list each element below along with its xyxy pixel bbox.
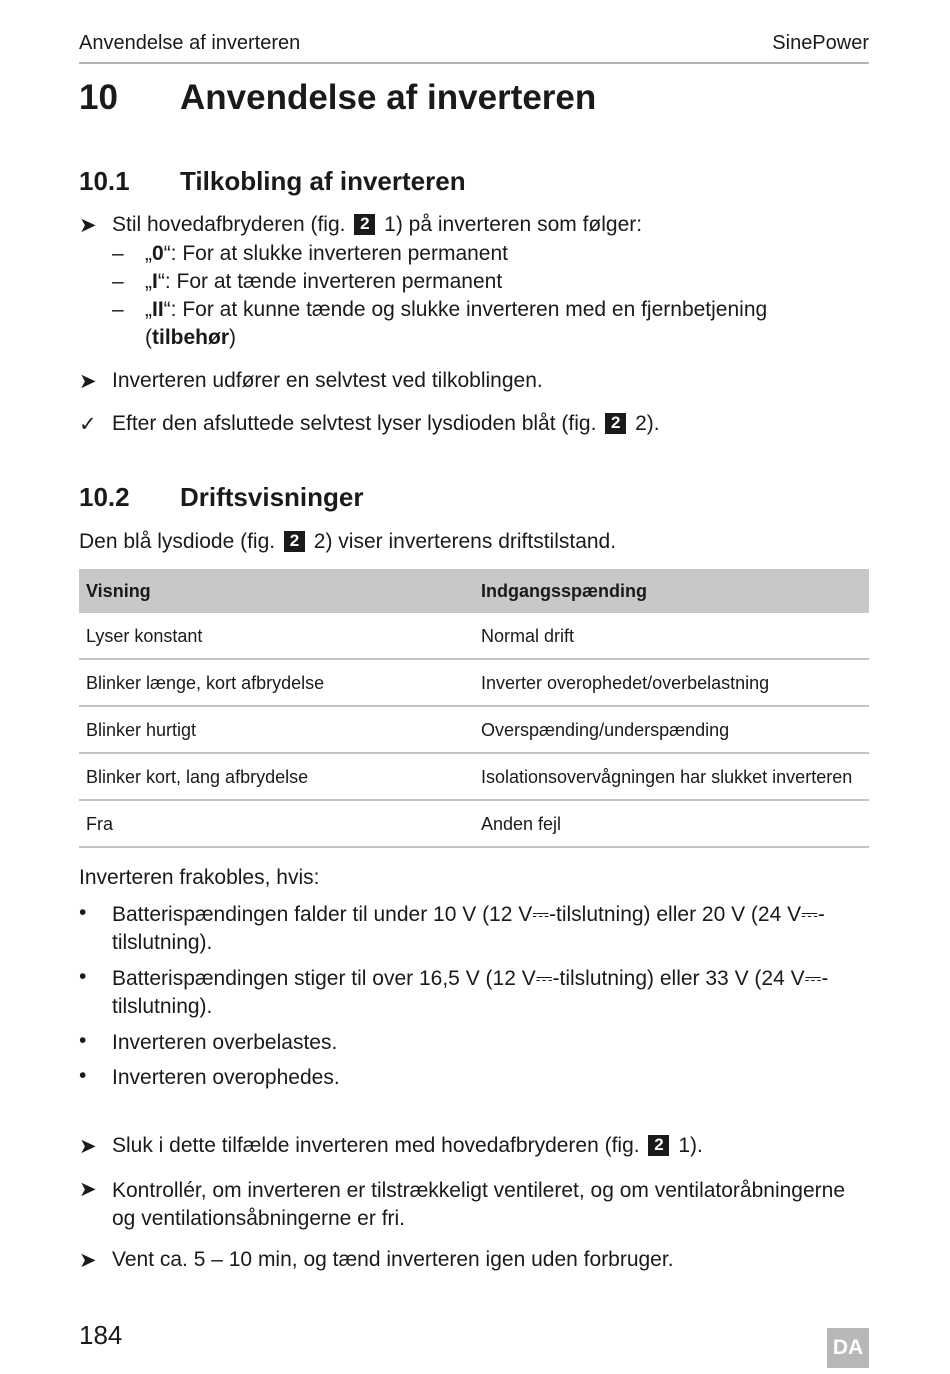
arrow-icon: ➤ [79, 1249, 97, 1272]
cutoff-bullet: Batterispændingen stiger til over 16,5 V (12 V⎓-tilslutning) eller 33 V (24 V⎓-tilslutning). [112, 967, 829, 1018]
header-product-name: SinePower [772, 32, 869, 54]
section-number: 10.2 [79, 482, 130, 512]
bullet-marker: • [79, 901, 87, 924]
arrow-icon: ➤ [79, 1178, 97, 1201]
option-text: “: For at kunne tænde og slukke inverteren med en fjernbetjening [163, 298, 768, 321]
table-cell: Blinker kort, lang afbrydelse [79, 753, 474, 800]
paren-close: ) [229, 326, 236, 349]
column-header-display: Visning [79, 569, 474, 613]
quote-open: „ [145, 298, 152, 321]
cutoff-bullet: Batterispændingen falder til under 10 V (12 V⎓-tilslutning) eller 20 V (24 V⎓-tilslutning). [112, 903, 825, 954]
option-2-accessory [145, 326, 236, 350]
intro-text-end: 2) viser inverterens driftstilstand. [313, 530, 617, 553]
action-switch-off [112, 1134, 703, 1158]
table-row [79, 800, 869, 847]
instruction-selftest: Inverteren udfører en selvtest ved tilkoblingen. [112, 369, 543, 392]
intro-text: Den blå lysdiode (fig. [79, 530, 276, 553]
header-section-title: Anvendelse af inverteren [79, 32, 301, 54]
table-cell: Normal drift [474, 613, 869, 659]
result-text: Efter den afsluttede selvtest lyser lysdioden blåt (fig. [112, 412, 597, 435]
cutoff-bullet: Inverteren overophedes. [112, 1066, 340, 1089]
dash-marker: – [112, 242, 124, 265]
arrow-icon: ➤ [79, 370, 97, 393]
result-text-end: 2). [635, 412, 660, 435]
table-row [79, 753, 869, 800]
bullet-marker: • [79, 1029, 87, 1052]
chapter-heading [79, 78, 596, 118]
accessory-label: tilbehør [152, 326, 229, 349]
table-cell: Anden fejl [474, 800, 869, 847]
option-1 [145, 270, 502, 294]
cutoff-bullet: Inverteren overbelastes. [112, 1031, 338, 1054]
dash-marker: – [112, 298, 124, 321]
quote-open: „ [145, 270, 152, 293]
table-cell: Blinker længe, kort afbrydelse [79, 659, 474, 706]
option-0 [145, 242, 508, 266]
table-row [79, 706, 869, 753]
figure-ref-badge: 2 [354, 214, 375, 235]
table-cell: Lyser konstant [79, 613, 474, 659]
option-2 [145, 298, 767, 322]
table-header-row [79, 569, 869, 613]
operating-status-table [79, 569, 869, 848]
table-cell: Overspænding/underspænding [474, 706, 869, 753]
action-text: Sluk i dette tilfælde inverteren med hovedafbryderen (fig. [112, 1134, 640, 1157]
action-wait-restart: Vent ca. 5 – 10 min, og tænd inverteren igen uden forbruger. [112, 1248, 674, 1271]
quote-open: „ [145, 242, 152, 265]
dash-marker: – [112, 270, 124, 293]
paren-open: ( [145, 326, 152, 349]
led-intro [79, 530, 616, 554]
language-tab: DA [827, 1328, 869, 1368]
figure-ref-badge: 2 [648, 1135, 669, 1156]
table-cell: Inverter overophedet/overbelastning [474, 659, 869, 706]
bullet-marker: • [79, 1064, 87, 1087]
section-heading-10-1 [79, 166, 466, 197]
running-header [79, 30, 869, 64]
instruction-switch [112, 213, 642, 237]
option-text: “: For at slukke inverteren permanent [163, 242, 509, 265]
page-number: 184 [79, 1320, 123, 1350]
switch-position: 0 [152, 242, 164, 265]
action-text-end: 1). [678, 1134, 703, 1157]
chapter-number: 10 [79, 78, 118, 117]
result-led [112, 412, 660, 436]
cutoff-intro: Inverteren frakobles, hvis: [79, 866, 320, 889]
table-row [79, 659, 869, 706]
table-row [79, 613, 869, 659]
switch-position: I [152, 270, 158, 293]
section-heading-10-2 [79, 482, 364, 513]
chapter-title: Anvendelse af inverteren [180, 78, 597, 117]
arrow-icon: ➤ [79, 214, 97, 237]
table-cell: Fra [79, 800, 474, 847]
figure-ref-badge: 2 [605, 413, 626, 434]
section-number: 10.1 [79, 166, 130, 196]
action-check-ventilation: Kontrollér, om inverteren er tilstrækkeligt ventileret, og om ventilatoråbningerne og ventilationsåbningerne er fri. [112, 1179, 846, 1230]
section-title: Driftsvisninger [180, 482, 364, 512]
instruction-text: Stil hovedafbryderen (fig. [112, 213, 346, 236]
instruction-text-end: 1) på inverteren som følger: [384, 213, 643, 236]
section-title: Tilkobling af inverteren [180, 166, 466, 196]
arrow-icon: ➤ [79, 1135, 97, 1158]
column-header-input-voltage: Indgangsspænding [474, 569, 869, 613]
figure-ref-badge: 2 [284, 531, 305, 552]
check-icon: ✓ [79, 413, 97, 436]
table-cell: Isolationsovervågningen har slukket inverteren [474, 753, 869, 800]
switch-position: II [152, 298, 164, 321]
bullet-marker: • [79, 965, 87, 988]
option-text: “: For at tænde inverteren permanent [157, 270, 503, 293]
table-cell: Blinker hurtigt [79, 706, 474, 753]
